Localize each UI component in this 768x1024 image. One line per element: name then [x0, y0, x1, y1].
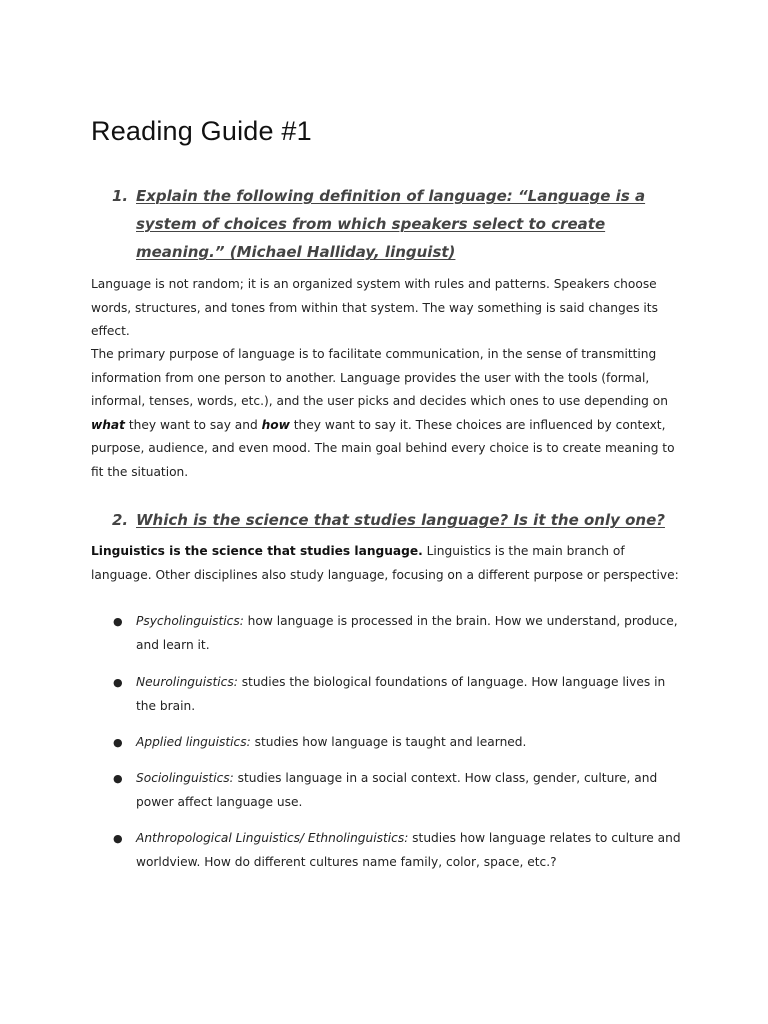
- list-item: [91, 731, 681, 755]
- list-item: [91, 827, 681, 874]
- bullet-icon: ●: [113, 676, 123, 689]
- discipline-term: Sociolinguistics:: [136, 771, 234, 785]
- answer-2-lead-bold: Linguistics is the science that studies language.: [91, 544, 423, 558]
- answer-1-paragraph-2: [91, 343, 681, 484]
- answer-1-paragraph-2-start: The primary purpose of language is to facilitate communication, in the sense of transmitting information from one person to another. Language provides the user with the tools (formal, informal, tenses, words, etc.), and the user picks and decides which ones to use depending on: [91, 347, 668, 408]
- question-1-heading: [112, 182, 692, 266]
- list-item-body: [136, 731, 681, 755]
- emphasis-what: what: [91, 417, 125, 432]
- list-item-body: [136, 767, 681, 814]
- discipline-term: Applied linguistics:: [136, 735, 251, 749]
- list-item: [91, 767, 681, 814]
- discipline-description: studies how language relates to culture and worldview. How do different cultures name family, color, space, etc.?: [136, 831, 681, 869]
- bullet-icon: ●: [113, 832, 123, 845]
- discipline-term: Neurolinguistics:: [136, 675, 238, 689]
- list-item-body: [136, 610, 681, 657]
- list-item-body: [136, 671, 681, 718]
- question-1-text: Explain the following definition of language: “Language is a system of choices from which speakers select to create meaning.” (Michael Halliday, linguist): [136, 187, 646, 261]
- list-item: [91, 610, 681, 657]
- question-2-number: 2.: [112, 511, 129, 529]
- bullet-icon: ●: [113, 615, 123, 628]
- discipline-term: Anthropological Linguistics/ Ethnolinguistics:: [136, 831, 409, 845]
- question-2-heading: [112, 506, 692, 534]
- answer-1-paragraph-1: Language is not random; it is an organized system with rules and patterns. Speakers choose words, structures, and tones from within that system. The way something is said changes its effect.: [91, 277, 658, 338]
- answer-1-paragraph-2-mid: they want to say and: [125, 417, 262, 432]
- discipline-description: how language is processed in the brain. How we understand, produce, and learn it.: [136, 614, 678, 652]
- question-2-text: Which is the science that studies language? Is it the only one?: [136, 511, 665, 529]
- document-title: Reading Guide #1: [91, 116, 312, 146]
- emphasis-how: how: [261, 417, 290, 432]
- discipline-description: studies how language is taught and learned.: [250, 735, 527, 749]
- bullet-icon: ●: [113, 772, 123, 785]
- discipline-description: studies the biological foundations of language. How language lives in the brain.: [136, 675, 666, 713]
- bullet-icon: ●: [113, 736, 123, 749]
- answer-2-lead-rest: Linguistics is the main branch of language. Other disciplines also study language, focusing on a different purpose or perspective:: [91, 544, 679, 582]
- answer-1-paragraph-2-end: they want to say it. These choices are influenced by context, purpose, audience, and even mood. The main goal behind every choice is to create meaning to fit the situation.: [91, 417, 675, 479]
- list-item-body: [136, 827, 681, 874]
- list-item: [91, 671, 681, 718]
- answer-2-intro: [91, 540, 681, 587]
- discipline-description: studies language in a social context. How class, gender, culture, and power affect language use.: [136, 771, 658, 809]
- discipline-term: Psycholinguistics:: [136, 614, 244, 628]
- question-1-number: 1.: [112, 187, 129, 205]
